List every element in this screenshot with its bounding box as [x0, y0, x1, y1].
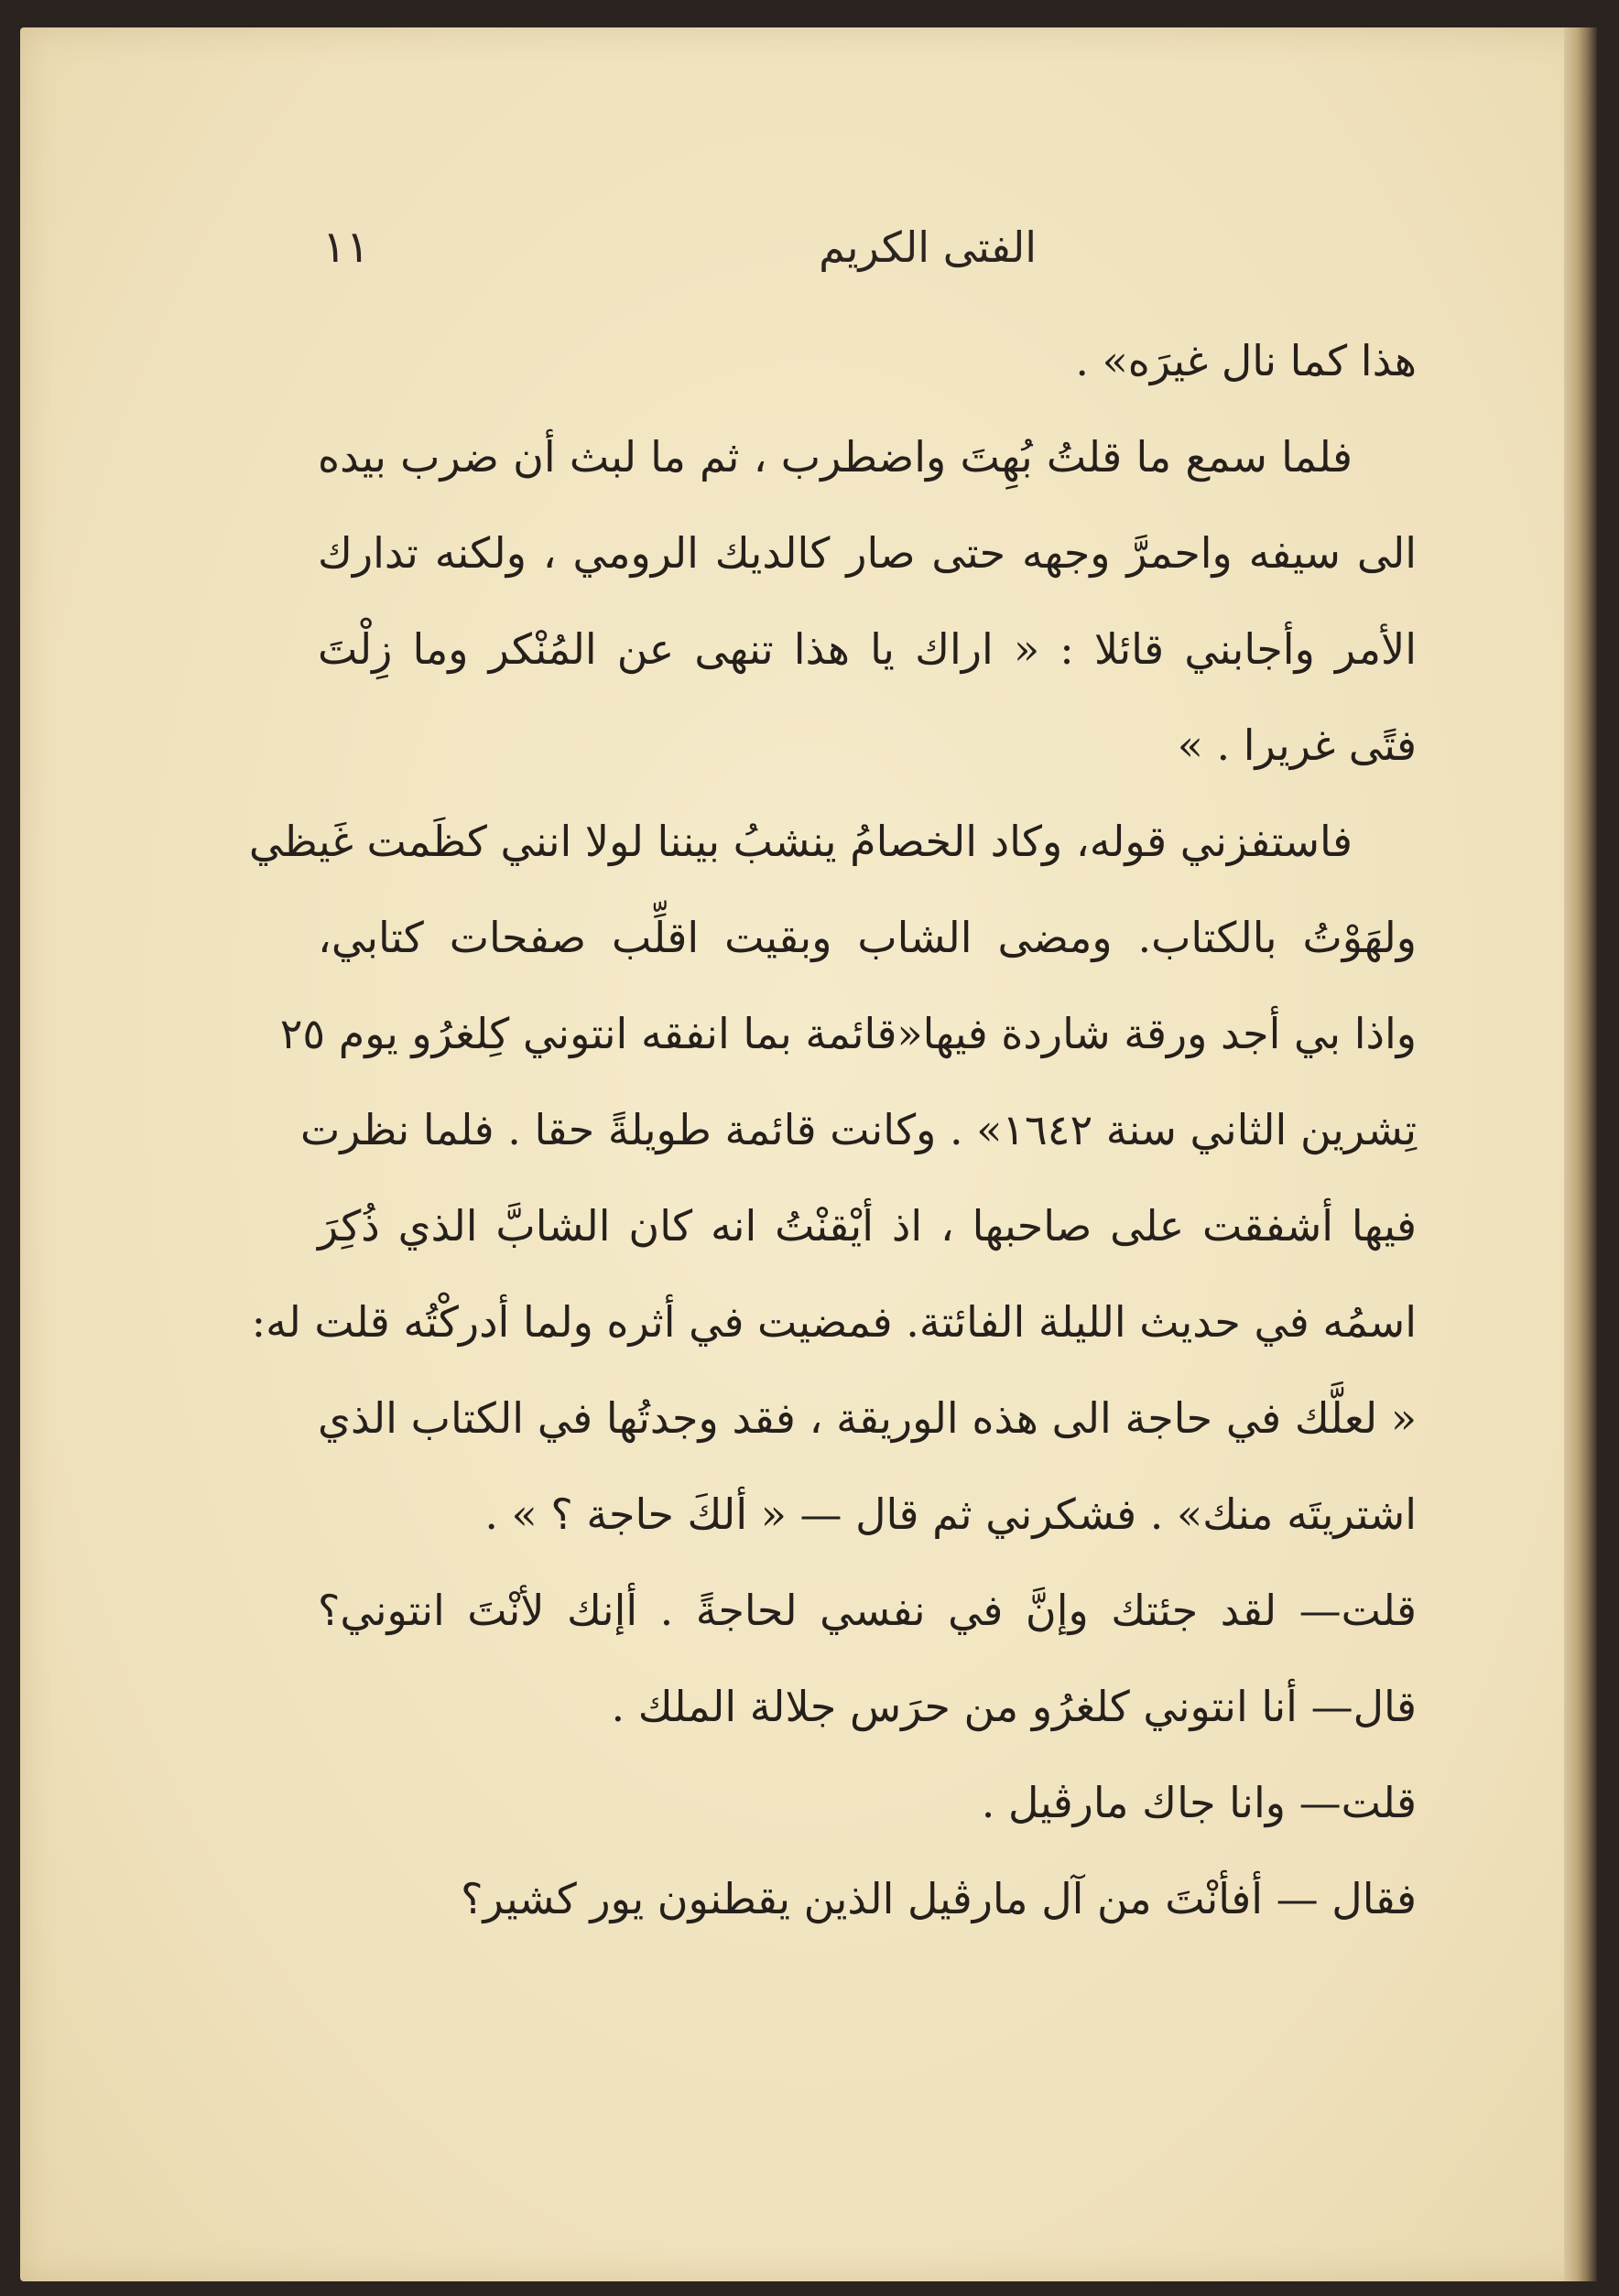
book-page [20, 27, 1597, 2281]
text-line: فيها أشفقت على صاحبها ، اذ أيْقنْتُ انه كان الشابَّ الذي ذُكِرَ [318, 1201, 1417, 1251]
body-text [248, 313, 1418, 1947]
text-line: قلت— وانا جاك مارڤيل . [981, 1778, 1417, 1827]
text-line: تِشرين الثاني سنة ١٦٤٢» . وكانت قائمة طويلةً حقا . فلما نظرت [299, 1105, 1417, 1154]
text-line: فلما سمع ما قلتُ بُهِتَ واضطرب ، ثم ما لبث أن ضرب بيده [318, 432, 1353, 482]
book-spine [1564, 27, 1597, 2281]
text-line: هذا كما نال غيرَه» . [1075, 336, 1417, 385]
page-header [322, 211, 1403, 284]
text-line: اسمُه في حديث الليلة الفائتة. فمضيت في أثره ولما أدركْتُه قلت له: [251, 1297, 1417, 1347]
text-line: فقال — أفأنْتَ من آل مارڤيل الذين يقطنون يور كشير؟ [461, 1874, 1417, 1923]
text-line: واذا بي أجد ورقة شاردة فيها«قائمة بما انفقه انتوني كِلغرُو يوم ٢٥ [279, 1009, 1417, 1058]
text-line: فاستفزني قوله، وكاد الخصامُ ينشبُ بيننا لولا انني كظَمت غَيظي [248, 817, 1353, 866]
page-number: ١١ [322, 222, 370, 273]
text-line: « لعلَّك في حاجة الى هذه الوريقة ، فقد وجدتُها في الكتاب الذي [318, 1393, 1417, 1443]
text-line: الأمر وأجابني قائلا : « اراك يا هذا تنهى عن المُنْكر وما زِلْتَ [318, 624, 1417, 674]
text-line: الى سيفه واحمرَّ وجهه حتى صار كالديك الرومي ، ولكنه تدارك [318, 528, 1417, 578]
text-line: ولهَوْتُ بالكتاب. ومضى الشاب وبقيت اقلِّب صفحات كتابي، [318, 913, 1417, 962]
text-line: فتًى غريرا . » [1177, 720, 1417, 770]
text-line: اشتريتَه منك» . فشكرني ثم قال — « ألكَ حاجة ؟ » . [484, 1489, 1417, 1539]
text-line: قال— أنا انتوني كلغرُو من حرَس جلالة الملك . [611, 1682, 1417, 1731]
running-title: الفتى الكريم [819, 222, 1037, 272]
text-line: قلت— لقد جئتك وإنَّ في نفسي لحاجةً . أإنك لأنْتَ انتوني؟ [318, 1586, 1418, 1635]
